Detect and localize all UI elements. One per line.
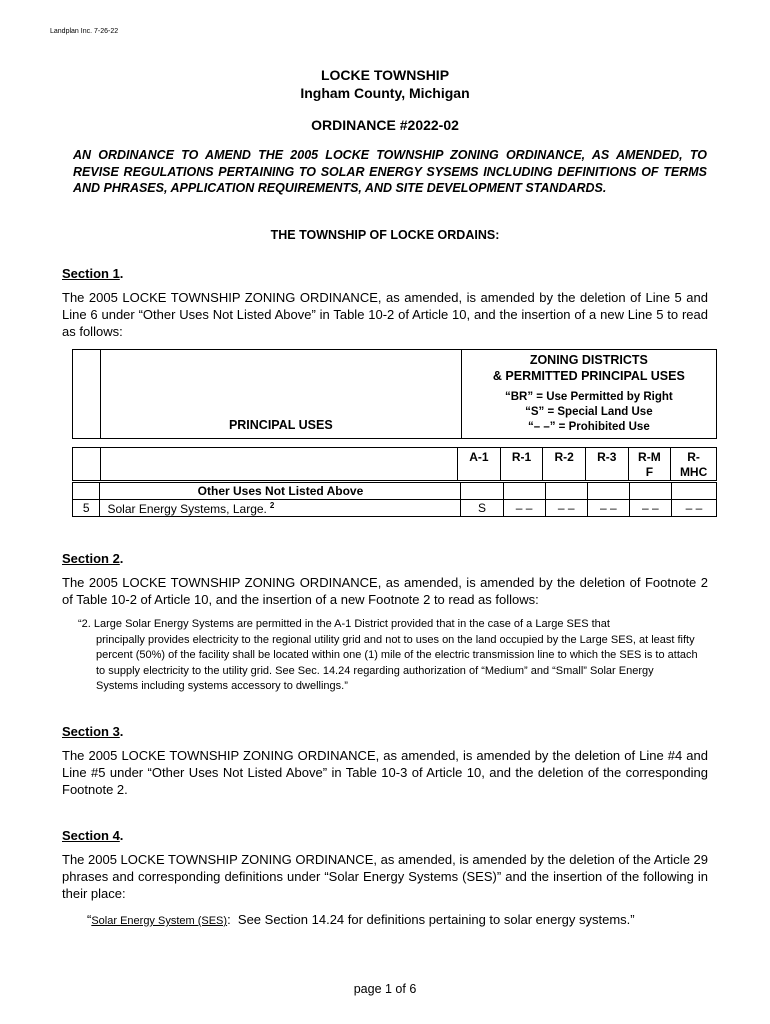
district-header-1 [500, 448, 543, 481]
district-header-line: A-1 [469, 450, 489, 464]
district-header-3 [585, 448, 628, 481]
zoning-table-header [72, 349, 717, 439]
district-header-2 [543, 448, 586, 481]
blank-cell [545, 483, 587, 500]
district-value-4: – – [629, 500, 671, 517]
blank-cell [587, 483, 629, 500]
zoning-districts-header [461, 350, 716, 439]
district-value-2: – – [545, 500, 587, 517]
group-label: Other Uses Not Listed Above [100, 483, 461, 500]
legend-prohibited: “– –” = Prohibited Use [527, 421, 650, 433]
section-4-text: The 2005 LOCKE TOWNSHIP ZONING ORDINANCE, as amended, is amended by the deletion of the Article 29 phrases and corresponding definitions under “Solar Energy Systems (SES)” and the insertion of the following in their place: [62, 852, 708, 901]
line-number: 5 [73, 500, 100, 517]
district-value-5: – – [671, 500, 716, 517]
district-value-1: – – [503, 500, 545, 517]
section-1-text: The 2005 LOCKE TOWNSHIP ZONING ORDINANCE, as amended, is amended by the deletion of Line 5 and Line 6 under “Other Uses Not Listed Above” in Table 10-2 of Article 10, and the insertion of a new Line 5 to read as follows: [62, 290, 708, 339]
ordinance-number: ORDINANCE #2022-02 [311, 117, 459, 133]
section-1-label: Section 1 [62, 266, 120, 281]
section-3-text: The 2005 LOCKE TOWNSHIP ZONING ORDINANCE, as amended, is amended by the deletion of Line #4 and Line #5 under “Other Uses Not Listed Above” in Table 10-3 of Article 10, and the deletion of the corresponding Footnote 2. [62, 748, 708, 797]
blank-cell [671, 483, 716, 500]
footnote-marker: 2 [269, 500, 275, 510]
county-title: Ingham County, Michigan [300, 85, 470, 101]
district-value-0: S [461, 500, 503, 517]
district-header-5 [671, 448, 717, 481]
definition-text: See Section 14.24 for definitions pertaining to solar energy systems. [237, 912, 631, 927]
blank-cell [100, 448, 457, 481]
line-number-header-cell [73, 350, 101, 439]
blank-cell [503, 483, 545, 500]
section-2-heading: Section 2. [62, 551, 124, 566]
section-1-heading: Section 1. [62, 266, 124, 281]
district-header-line: R-1 [511, 450, 532, 464]
ses-definition: “Solar Energy System (SES): See Section 14.24 for definitions pertaining to solar energy systems.” [87, 912, 635, 927]
district-header-line: R-M [638, 450, 661, 464]
legend-special-land-use: “S” = Special Land Use [525, 406, 653, 418]
footnote-2-quote [78, 617, 698, 695]
section-2-text: The 2005 LOCKE TOWNSHIP ZONING ORDINANCE, as amended, is amended by the deletion of Footnote 2 of Table 10-2 of Article 10, and the insertion of a new Footnote 2 to read as follows: [62, 575, 708, 607]
footnote-2-rest: principally provides electricity to the regional utility grid and not to uses on the land occupied by the Large SES, at least fifty percent (50%) of the facility shall be located within one (1) mile of the electric transmission line to which the SES is to attach to supply electricity to the utility grid. See Sec. 14.24 regarding authorization of “Medium” and “Small” Solar Energy Systems including systems accessory to dwellings.” [96, 633, 698, 692]
district-header-line: R-3 [597, 450, 617, 464]
use-name-cell [100, 500, 461, 517]
district-header-line: MHC [679, 465, 708, 479]
district-header-line: F [645, 465, 654, 479]
section-3-heading: Section 3. [62, 724, 124, 739]
section-3-label: Section 3 [62, 724, 120, 739]
permitted-uses-title: & PERMITTED PRINCIPAL USES [492, 369, 685, 383]
ordinance-intro: AN ORDINANCE TO AMEND THE 2005 LOCKE TOWNSHIP ZONING ORDINANCE, AS AMENDED, TO REVISE REGULATIONS PERTAINING TO SOLAR ENERGY SYSEMS INCLUDING DEFINITIONS OF TERMS AND PHRASES, APPLICATION REQUIREMENTS, AND SITE DEVELOPMENT STANDARDS. [73, 148, 707, 195]
district-value-3: – – [587, 500, 629, 517]
zoning-districts-title: ZONING DISTRICTS [529, 353, 648, 367]
section-2-label: Section 2 [62, 551, 120, 566]
legend-by-right: “BR” = Use Permitted by Right [504, 391, 673, 403]
blank-cell [629, 483, 671, 500]
page-number: page 1 of 6 [353, 982, 417, 996]
zoning-table-districts [72, 447, 717, 481]
district-header-line: R- [687, 450, 700, 464]
district-header-4 [628, 448, 671, 481]
footnote-2-first-line: “2. Large Solar Energy Systems are permitted in the A-1 District provided that in the case of a Large SES that [78, 618, 610, 630]
township-title: LOCKE TOWNSHIP [320, 67, 450, 83]
zoning-table-body [72, 482, 717, 517]
header-note: Landplan Inc. 7-26-22 [50, 28, 119, 35]
district-header-line: R-2 [554, 450, 574, 464]
use-name: Solar Energy Systems, Large. [107, 501, 267, 516]
section-4-label: Section 4 [62, 828, 120, 843]
ordains-line: THE TOWNSHIP OF LOCKE ORDAINS: [270, 228, 500, 242]
blank-cell [73, 483, 100, 500]
blank-cell [461, 483, 503, 500]
section-4-heading: Section 4. [62, 828, 124, 843]
principal-uses-header: PRINCIPAL USES [100, 350, 461, 439]
district-header-0 [458, 448, 501, 481]
definition-term: Solar Energy System (SES) [91, 915, 228, 927]
blank-cell [73, 448, 101, 481]
